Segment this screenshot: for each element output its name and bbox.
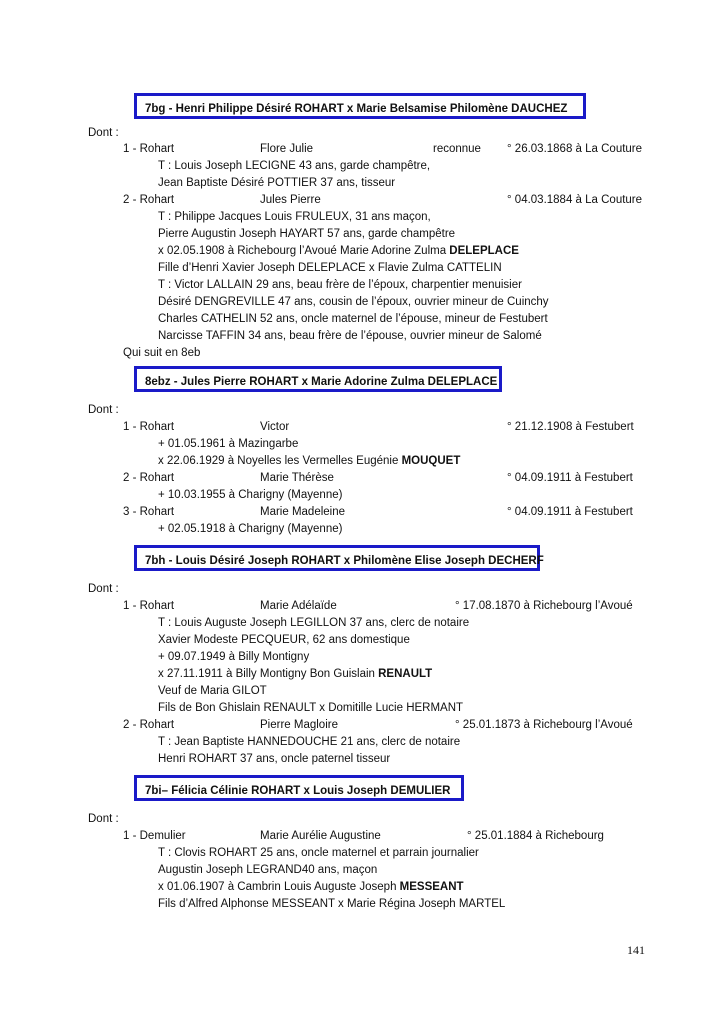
surname-bold: MOUQUET (401, 455, 461, 467)
detail-line: T : Louis Joseph LECIGNE 43 ans, garde champêtre, (158, 160, 431, 172)
child-number: 1 - Rohart (123, 600, 175, 612)
surname-bold: DELEPLACE (449, 245, 519, 257)
child-firstname: Marie Madeleine (260, 506, 346, 518)
detail-line: Fils d’Alfred Alphonse MESSEANT x Marie Régina Joseph MARTEL (158, 898, 506, 910)
detail-line: + 01.05.1961 à Mazingarbe (158, 438, 299, 450)
section-header-7bi: 7bi– Félicia Célinie ROHART x Louis Joseph DEMULIER (134, 775, 464, 801)
child-birth: ° 04.03.1884 à La Couture (507, 194, 643, 206)
child-firstname: Jules Pierre (260, 194, 321, 206)
child-row (123, 599, 723, 613)
child-firstname: Marie Thérèse (260, 472, 334, 484)
child-row (123, 142, 723, 156)
detail-line: Henri ROHART 37 ans, oncle paternel tisseur (158, 753, 391, 765)
detail-line: T : Louis Auguste Joseph LEGILLON 37 ans, clerc de notaire (158, 617, 470, 629)
child-row (123, 829, 723, 843)
child-birth: ° 25.01.1884 à Richebourg (467, 830, 604, 842)
detail-line: x 01.06.1907 à Cambrin Louis Auguste Joseph MESSEANT (158, 881, 464, 893)
detail-line: x 22.06.1929 à Noyelles les Vermelles Eugénie MOUQUET (158, 455, 461, 467)
detail-line: x 02.05.1908 à Richebourg l’Avoué Marie Adorine Zulma DELEPLACE (158, 245, 519, 257)
detail-line: T : Victor LALLAIN 29 ans, beau frère de l’époux, charpentier menuisier (158, 279, 522, 291)
child-number: 2 - Rohart (123, 719, 175, 731)
child-row (123, 193, 723, 207)
child-row (123, 420, 723, 434)
page-number: 141 (627, 943, 645, 957)
child-firstname: Victor (260, 421, 290, 433)
suit-line: Qui suit en 8eb (123, 347, 201, 359)
surname-bold: RENAULT (378, 668, 433, 680)
detail-line: Désiré DENGREVILLE 47 ans, cousin de l’époux, ouvrier mineur de Cuinchy (158, 296, 549, 308)
child-number: 1 - Rohart (123, 143, 175, 155)
dont-label: Dont : (88, 404, 119, 416)
child-note: reconnue (433, 143, 481, 155)
detail-line: T : Clovis ROHART 25 ans, oncle maternel et parrain journalier (158, 847, 479, 859)
dont-label: Dont : (88, 813, 119, 825)
section-header-7bh: 7bh - Louis Désiré Joseph ROHART x Philomène Elise Joseph DECHERF (134, 545, 540, 571)
child-number: 2 - Rohart (123, 194, 175, 206)
child-birth: ° 04.09.1911 à Festubert (507, 472, 633, 484)
detail-line: + 10.03.1955 à Charigny (Mayenne) (158, 489, 343, 501)
child-number: 1 - Demulier (123, 830, 186, 842)
detail-line: Fille d’Henri Xavier Joseph DELEPLACE x Flavie Zulma CATTELIN (158, 262, 502, 274)
detail-line: Augustin Joseph LEGRAND40 ans, maçon (158, 864, 378, 876)
child-birth: ° 04.09.1911 à Festubert (507, 506, 633, 518)
dont-label: Dont : (88, 127, 119, 139)
child-birth: ° 26.03.1868 à La Couture (507, 143, 643, 155)
child-birth: ° 17.08.1870 à Richebourg l’Avoué (455, 600, 633, 612)
detail-line: T : Philippe Jacques Louis FRULEUX, 31 ans maçon, (158, 211, 431, 223)
detail-line: Narcisse TAFFIN 34 ans, beau frère de l’épouse, ouvrier mineur de Salomé (158, 330, 542, 342)
child-number: 3 - Rohart (123, 506, 175, 518)
child-row (123, 718, 723, 732)
detail-line: Fils de Bon Ghislain RENAULT x Domitille Lucie HERMANT (158, 702, 464, 714)
surname-bold: MESSEANT (399, 881, 464, 893)
detail-line: Jean Baptiste Désiré POTTIER 37 ans, tisseur (158, 177, 396, 189)
detail-line: Xavier Modeste PECQUEUR, 62 ans domestique (158, 634, 410, 646)
detail-line: x 27.11.1911 à Billy Montigny Bon Guislain RENAULT (158, 668, 433, 680)
child-birth: ° 25.01.1873 à Richebourg l’Avoué (455, 719, 633, 731)
child-firstname: Pierre Magloire (260, 719, 338, 731)
detail-line: + 02.05.1918 à Charigny (Mayenne) (158, 523, 343, 535)
detail-line: Pierre Augustin Joseph HAYART 57 ans, garde champêtre (158, 228, 456, 240)
child-firstname: Marie Adélaïde (260, 600, 337, 612)
child-row (123, 505, 723, 519)
detail-line: Veuf de Maria GILOT (158, 685, 267, 697)
detail-line: + 09.07.1949 à Billy Montigny (158, 651, 310, 663)
section-header-7bg: 7bg - Henri Philippe Désiré ROHART x Marie Belsamise Philomène DAUCHEZ (134, 93, 586, 119)
detail-line: Charles CATHELIN 52 ans, oncle maternel de l’épouse, mineur de Festubert (158, 313, 548, 325)
child-birth: ° 21.12.1908 à Festubert (507, 421, 634, 433)
detail-line: T : Jean Baptiste HANNEDOUCHE 21 ans, clerc de notaire (158, 736, 461, 748)
child-firstname: Marie Aurélie Augustine (260, 830, 381, 842)
child-number: 1 - Rohart (123, 421, 175, 433)
dont-label: Dont : (88, 583, 119, 595)
child-firstname: Flore Julie (260, 143, 314, 155)
child-number: 2 - Rohart (123, 472, 175, 484)
section-header-8ebz: 8ebz - Jules Pierre ROHART x Marie Adorine Zulma DELEPLACE (134, 366, 502, 392)
child-row (123, 471, 723, 485)
